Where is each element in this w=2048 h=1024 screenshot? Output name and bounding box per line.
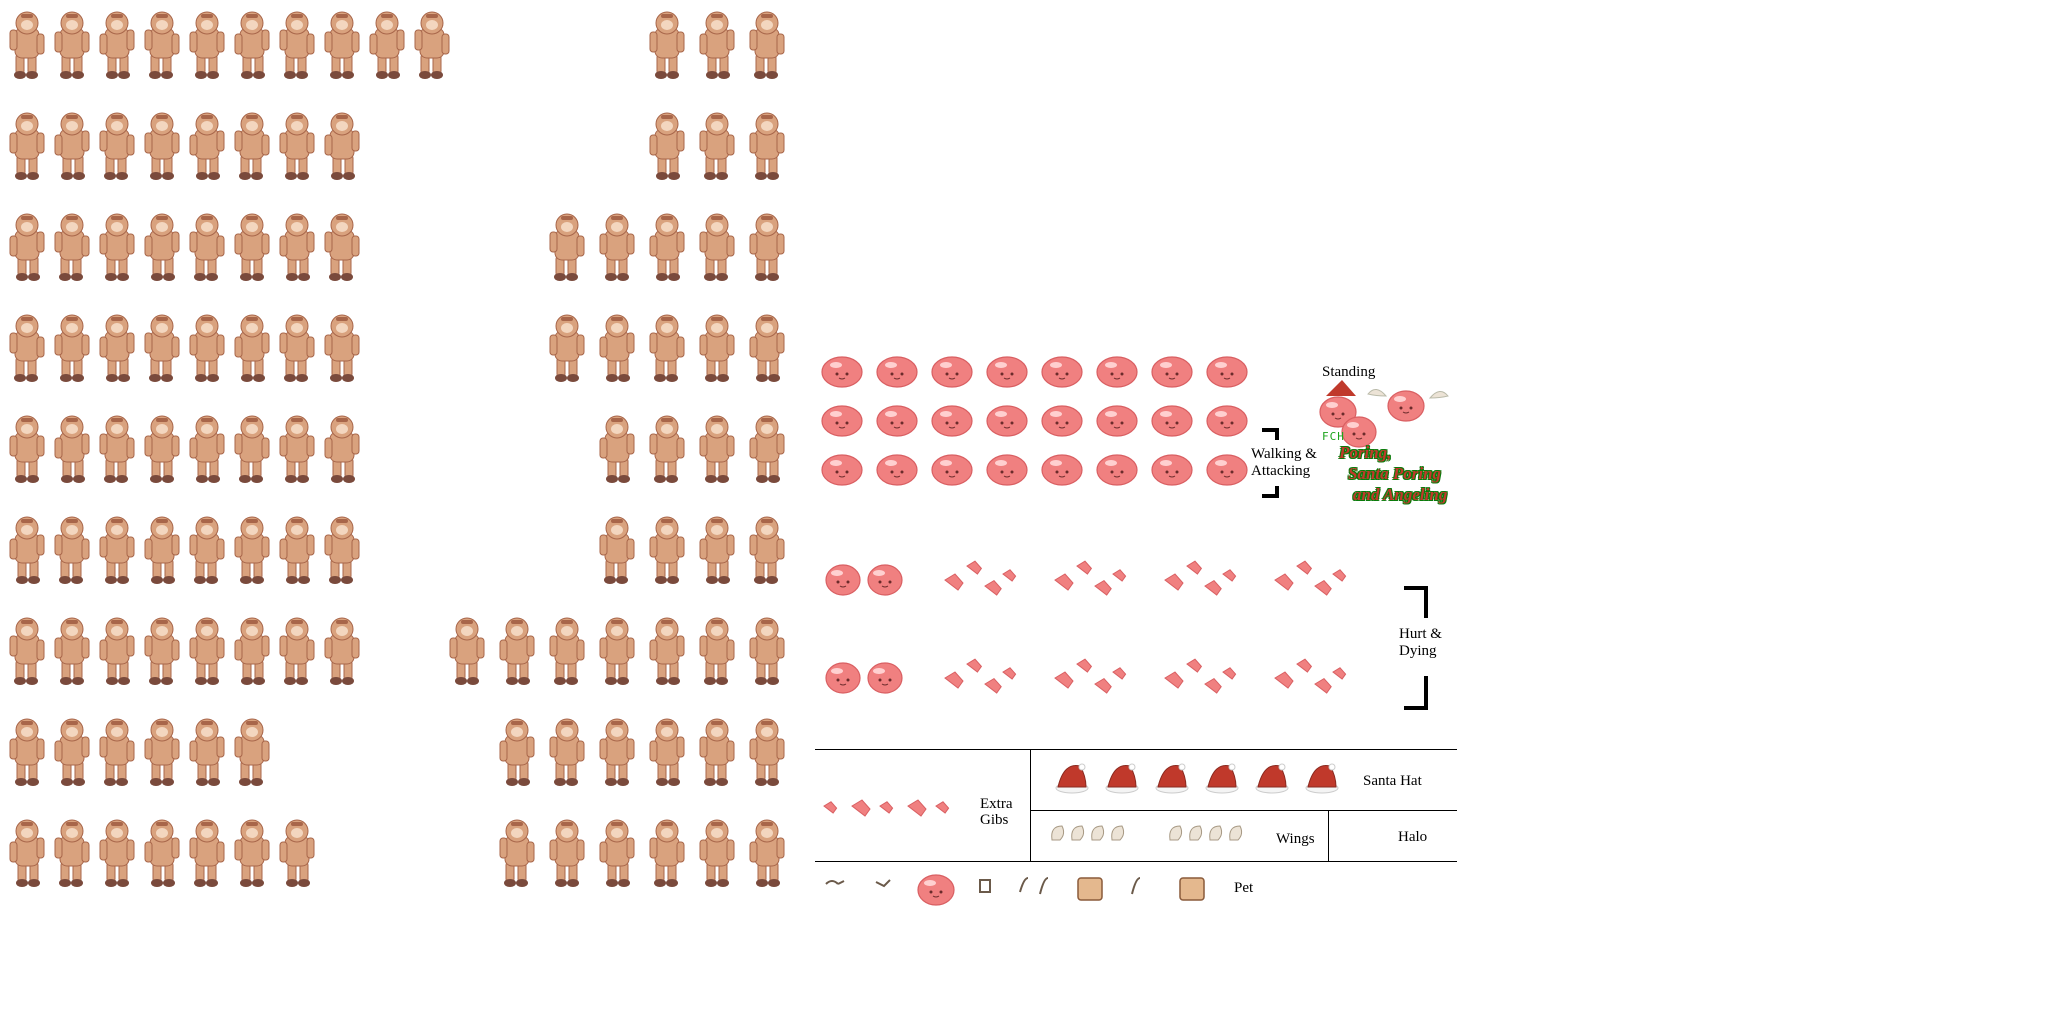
character-sprite-r2-l4 bbox=[145, 113, 179, 180]
pet-item-5 bbox=[1040, 878, 1048, 894]
character-sprite-r3-rt4 bbox=[700, 214, 734, 281]
character-sprite-r3-rt3 bbox=[650, 214, 684, 281]
character-sprite-r9-l7 bbox=[280, 820, 314, 887]
character-sprite-r1-l4 bbox=[145, 12, 179, 79]
wing-sprite-5 bbox=[1170, 826, 1182, 840]
poring-sprite-r1-3 bbox=[932, 357, 972, 387]
extra-gibs-label-line1: Extra bbox=[980, 796, 1013, 812]
santa-hat-label: Santa Hat bbox=[1363, 773, 1422, 789]
pet-item-1 bbox=[826, 881, 844, 884]
poring-sprite-r2-5 bbox=[1042, 406, 1082, 436]
hurt-label-line1: Hurt & bbox=[1399, 626, 1442, 642]
character-sprite-r8-rt2 bbox=[550, 719, 584, 786]
character-sprite-r4-l7 bbox=[280, 315, 314, 382]
character-sprite-r2-l5 bbox=[190, 113, 224, 180]
character-sprite-r9-l2 bbox=[55, 820, 89, 887]
character-sprite-r5-l3 bbox=[100, 416, 134, 483]
character-sprite-r9-rt1 bbox=[500, 820, 534, 887]
wing-sprite-6 bbox=[1190, 826, 1202, 840]
character-sprite-r6-l7 bbox=[280, 517, 314, 584]
extra-gibs-label-line2: Gibs bbox=[980, 812, 1009, 828]
hurt-bracket-top bbox=[1404, 586, 1428, 618]
character-sprite-r9-l6 bbox=[235, 820, 269, 887]
hurt-poring-r1-2 bbox=[868, 565, 902, 595]
character-sprite-r6-rt4 bbox=[750, 517, 784, 584]
character-sprite-r7-l5 bbox=[190, 618, 224, 685]
character-sprite-r6-l4 bbox=[145, 517, 179, 584]
character-sprite-r5-l8 bbox=[325, 416, 359, 483]
credit-line3: and Angeling bbox=[1353, 485, 1448, 504]
character-sprite-r4-rt1 bbox=[550, 315, 584, 382]
walking-bracket-top bbox=[1262, 428, 1279, 440]
character-sprite-r9-l3 bbox=[100, 820, 134, 887]
character-sprite-r6-l3 bbox=[100, 517, 134, 584]
character-sprite-r7-l2 bbox=[55, 618, 89, 685]
character-sprite-r6-l5 bbox=[190, 517, 224, 584]
character-sprite-r8-rt1 bbox=[500, 719, 534, 786]
gib-r1-g1a bbox=[945, 574, 963, 590]
character-sprite-r6-rt3 bbox=[700, 517, 734, 584]
character-sprite-r5-l5 bbox=[190, 416, 224, 483]
gib-r2-g4b bbox=[1297, 659, 1311, 672]
poring-sprite-r2-6 bbox=[1097, 406, 1137, 436]
character-sprite-r3-l4 bbox=[145, 214, 179, 281]
character-sprite-r2-l6 bbox=[235, 113, 269, 180]
pet-label: Pet bbox=[1234, 880, 1254, 896]
pet-poring-face bbox=[918, 875, 954, 905]
character-sprite-r5-rt3 bbox=[700, 416, 734, 483]
gib-r2-g3b bbox=[1187, 659, 1201, 672]
pet-box-1 bbox=[1078, 878, 1102, 900]
santa-hat-sprite-3 bbox=[1156, 764, 1188, 793]
gib-r2-g2b bbox=[1077, 659, 1091, 672]
character-sprite-r5-l7 bbox=[280, 416, 314, 483]
character-sprite-r3-rt1 bbox=[550, 214, 584, 281]
gib-r2-g1b bbox=[967, 659, 981, 672]
gib-r1-g2a bbox=[1055, 574, 1073, 590]
poring-sprite-r3-4 bbox=[987, 455, 1027, 485]
gib-r1-g1d bbox=[1003, 570, 1016, 581]
character-sprite-r2-rt3 bbox=[750, 113, 784, 180]
gib-r2-g3a bbox=[1165, 672, 1183, 688]
gib-r1-g2d bbox=[1113, 570, 1126, 581]
character-sprite-r3-l5 bbox=[190, 214, 224, 281]
gib-r2-g1d bbox=[1003, 668, 1016, 679]
character-sprite-r9-rt3 bbox=[600, 820, 634, 887]
pet-box-2 bbox=[1180, 878, 1204, 900]
character-sprite-r8-rt3 bbox=[600, 719, 634, 786]
character-sprite-r4-l6 bbox=[235, 315, 269, 382]
character-sprite-r3-l1 bbox=[10, 214, 44, 281]
character-sprite-r4-rt5 bbox=[750, 315, 784, 382]
character-sprite-r7-l1 bbox=[10, 618, 44, 685]
character-sprite-r4-l4 bbox=[145, 315, 179, 382]
extras-top-line bbox=[815, 749, 1457, 750]
character-sprite-r2-l2 bbox=[55, 113, 89, 180]
poring-sprite-r3-3 bbox=[932, 455, 972, 485]
hurt-label-line2: Dying bbox=[1399, 643, 1437, 659]
character-sprite-r7-rt4 bbox=[600, 618, 634, 685]
character-sprite-r4-rt4 bbox=[700, 315, 734, 382]
character-sprite-r7-rt1 bbox=[450, 618, 484, 685]
halo-label: Halo bbox=[1398, 829, 1428, 845]
character-sprite-r4-l5 bbox=[190, 315, 224, 382]
extras-middle-line bbox=[1030, 810, 1457, 811]
santa-hat-sprite-5 bbox=[1256, 764, 1288, 793]
wings-label: Wings bbox=[1276, 831, 1315, 847]
extra-gib-2 bbox=[852, 800, 870, 816]
character-sprite-r4-rt2 bbox=[600, 315, 634, 382]
santa-hat-sprite-4 bbox=[1206, 764, 1238, 793]
character-sprite-r5-l4 bbox=[145, 416, 179, 483]
character-sprite-r1-l6 bbox=[235, 12, 269, 79]
character-sprite-r1-l9 bbox=[370, 12, 404, 79]
gib-r1-g3d bbox=[1223, 570, 1236, 581]
poring-sprite-r3-1 bbox=[822, 455, 862, 485]
character-sprite-r2-rt1 bbox=[650, 113, 684, 180]
extras-bottom-line bbox=[815, 861, 1457, 862]
character-sprite-r3-rt2 bbox=[600, 214, 634, 281]
character-sprite-r2-l7 bbox=[280, 113, 314, 180]
poring-sprite-r3-6 bbox=[1097, 455, 1137, 485]
character-sprite-r6-rt1 bbox=[600, 517, 634, 584]
character-sprite-r2-l8 bbox=[325, 113, 359, 180]
character-sprite-r8-l5 bbox=[190, 719, 224, 786]
character-sprite-r6-l2 bbox=[55, 517, 89, 584]
poring-sprite-r1-6 bbox=[1097, 357, 1137, 387]
character-sprite-r6-l6 bbox=[235, 517, 269, 584]
gib-r1-g2b bbox=[1077, 561, 1091, 574]
poring-sprite-r1-4 bbox=[987, 357, 1027, 387]
santa-hat-sprite-1 bbox=[1056, 764, 1088, 793]
character-sprite-r1-l5 bbox=[190, 12, 224, 79]
extras-divider-left bbox=[1030, 749, 1031, 862]
poring-sprite-r2-1 bbox=[822, 406, 862, 436]
character-sprite-r4-l1 bbox=[10, 315, 44, 382]
gib-r2-g3c bbox=[1205, 679, 1221, 693]
santa-hat-sprite-2 bbox=[1106, 764, 1138, 793]
hurt-poring-r2-1 bbox=[826, 663, 860, 693]
character-sprite-r3-l2 bbox=[55, 214, 89, 281]
poring-sprite-r3-7 bbox=[1152, 455, 1192, 485]
character-sprite-r7-l6 bbox=[235, 618, 269, 685]
gib-r1-g3b bbox=[1187, 561, 1201, 574]
credit-tag: FCH bbox=[1322, 430, 1345, 443]
character-sprite-r5-rt1 bbox=[600, 416, 634, 483]
wing-sprite-3 bbox=[1092, 826, 1104, 840]
gib-r2-g2d bbox=[1113, 668, 1126, 679]
character-sprite-r1-rt3 bbox=[750, 12, 784, 79]
poring-sprite-r3-8 bbox=[1207, 455, 1247, 485]
pet-item-6 bbox=[1132, 878, 1140, 894]
character-sprite-r6-l1 bbox=[10, 517, 44, 584]
character-sprite-r5-l1 bbox=[10, 416, 44, 483]
character-sprite-r8-rt5 bbox=[700, 719, 734, 786]
character-sprite-r4-l2 bbox=[55, 315, 89, 382]
character-sprite-r6-l8 bbox=[325, 517, 359, 584]
hurt-poring-r2-2 bbox=[868, 663, 902, 693]
character-sprite-r2-l1 bbox=[10, 113, 44, 180]
character-sprite-r7-l4 bbox=[145, 618, 179, 685]
poring-sprite-r1-1 bbox=[822, 357, 862, 387]
character-sprite-r1-l10 bbox=[415, 12, 449, 79]
gib-r1-g2c bbox=[1095, 581, 1111, 595]
extra-gib-3 bbox=[880, 802, 893, 813]
poring-sprite-r2-4 bbox=[987, 406, 1027, 436]
walking-label-line2: Attacking bbox=[1251, 463, 1311, 479]
poring-sprite-r2-7 bbox=[1152, 406, 1192, 436]
character-sprite-r1-l2 bbox=[55, 12, 89, 79]
gib-r2-g2c bbox=[1095, 679, 1111, 693]
character-sprite-r8-l6 bbox=[235, 719, 269, 786]
poring-sprite-r1-7 bbox=[1152, 357, 1192, 387]
gib-r1-g4b bbox=[1297, 561, 1311, 574]
character-sprite-r7-rt7 bbox=[750, 618, 784, 685]
character-sprite-r9-l5 bbox=[190, 820, 224, 887]
walking-bracket-bottom bbox=[1262, 486, 1279, 498]
gib-r1-g3a bbox=[1165, 574, 1183, 590]
character-sprite-r3-l8 bbox=[325, 214, 359, 281]
character-sprite-r1-l7 bbox=[280, 12, 314, 79]
angeling-preview bbox=[1388, 391, 1424, 421]
character-sprite-r7-rt3 bbox=[550, 618, 584, 685]
gib-r2-g4d bbox=[1333, 668, 1346, 679]
wing-sprite-7 bbox=[1210, 826, 1222, 840]
hurt-poring-r1-1 bbox=[826, 565, 860, 595]
hurt-bracket-bottom bbox=[1404, 676, 1428, 710]
gib-r1-g4a bbox=[1275, 574, 1293, 590]
angeling-wing-left bbox=[1368, 389, 1386, 396]
character-sprite-r3-l7 bbox=[280, 214, 314, 281]
character-sprite-r4-l8 bbox=[325, 315, 359, 382]
gib-r1-g4d bbox=[1333, 570, 1346, 581]
poring-sprite-r2-3 bbox=[932, 406, 972, 436]
character-sprite-r5-l2 bbox=[55, 416, 89, 483]
character-sprite-r7-rt6 bbox=[700, 618, 734, 685]
extras-divider-right bbox=[1328, 811, 1329, 862]
santa-poring-hat bbox=[1326, 380, 1356, 396]
angeling-wing-right bbox=[1430, 391, 1448, 398]
character-sprite-r1-l1 bbox=[10, 12, 44, 79]
character-sprite-r2-rt2 bbox=[700, 113, 734, 180]
character-sprite-r7-l8 bbox=[325, 618, 359, 685]
pet-item-2 bbox=[876, 880, 890, 886]
character-sprite-r1-rt2 bbox=[700, 12, 734, 79]
character-sprite-r8-rt4 bbox=[650, 719, 684, 786]
character-sprite-r8-l3 bbox=[100, 719, 134, 786]
character-sprite-r6-rt2 bbox=[650, 517, 684, 584]
extra-gib-4 bbox=[908, 800, 926, 816]
character-sprite-r8-l4 bbox=[145, 719, 179, 786]
character-sprite-r1-l3 bbox=[100, 12, 134, 79]
extra-gib-5 bbox=[936, 802, 949, 813]
credit-line1: Poring, bbox=[1339, 443, 1392, 462]
gib-r1-g3c bbox=[1205, 581, 1221, 595]
walking-label-line1: Walking & bbox=[1251, 446, 1317, 462]
gib-r2-g1a bbox=[945, 672, 963, 688]
character-sprite-r8-rt6 bbox=[750, 719, 784, 786]
character-sprite-r5-rt4 bbox=[750, 416, 784, 483]
poring-sprite-r2-2 bbox=[877, 406, 917, 436]
gib-r1-g4c bbox=[1315, 581, 1331, 595]
poring-sprite-r2-8 bbox=[1207, 406, 1247, 436]
character-sprite-r8-l2 bbox=[55, 719, 89, 786]
character-sprite-r5-l6 bbox=[235, 416, 269, 483]
extra-gib-1 bbox=[824, 802, 837, 813]
wing-sprite-4 bbox=[1112, 826, 1124, 840]
credit-line2: Santa Poring bbox=[1348, 464, 1442, 483]
poring-sprite-r1-8 bbox=[1207, 357, 1247, 387]
gib-r2-g1c bbox=[985, 679, 1001, 693]
character-sprite-r7-rt5 bbox=[650, 618, 684, 685]
poring-sprite-r1-2 bbox=[877, 357, 917, 387]
character-sprite-r4-l3 bbox=[100, 315, 134, 382]
character-sprite-r9-rt5 bbox=[700, 820, 734, 887]
character-sprite-r2-l3 bbox=[100, 113, 134, 180]
pet-item-3 bbox=[980, 880, 990, 892]
character-sprite-r9-rt2 bbox=[550, 820, 584, 887]
santa-hat-sprite-6 bbox=[1306, 764, 1338, 793]
character-sprite-r3-rt5 bbox=[750, 214, 784, 281]
gib-r2-g3d bbox=[1223, 668, 1236, 679]
character-sprite-r4-rt3 bbox=[650, 315, 684, 382]
character-sprite-r8-l1 bbox=[10, 719, 44, 786]
gib-r2-g4c bbox=[1315, 679, 1331, 693]
gib-r2-g2a bbox=[1055, 672, 1073, 688]
gib-r1-g1c bbox=[985, 581, 1001, 595]
character-sprite-r1-rt1 bbox=[650, 12, 684, 79]
character-sprite-r7-l7 bbox=[280, 618, 314, 685]
character-sprite-r7-l3 bbox=[100, 618, 134, 685]
character-sprite-r9-l1 bbox=[10, 820, 44, 887]
gib-r1-g1b bbox=[967, 561, 981, 574]
character-sprite-r5-rt2 bbox=[650, 416, 684, 483]
character-sprite-r9-rt6 bbox=[750, 820, 784, 887]
wing-sprite-1 bbox=[1052, 826, 1064, 840]
character-sprite-r3-l3 bbox=[100, 214, 134, 281]
gib-r2-g4a bbox=[1275, 672, 1293, 688]
poring-sprite-r3-5 bbox=[1042, 455, 1082, 485]
pet-item-4 bbox=[1020, 878, 1028, 892]
character-sprite-r1-l8 bbox=[325, 12, 359, 79]
wing-sprite-8 bbox=[1230, 826, 1242, 840]
character-sprite-r9-l4 bbox=[145, 820, 179, 887]
standing-label: Standing bbox=[1322, 364, 1376, 380]
poring-sprite-r1-5 bbox=[1042, 357, 1082, 387]
poring-sprite-r3-2 bbox=[877, 455, 917, 485]
character-sprite-r3-l6 bbox=[235, 214, 269, 281]
wing-sprite-2 bbox=[1072, 826, 1084, 840]
character-sprite-r9-rt4 bbox=[650, 820, 684, 887]
character-sprite-r7-rt2 bbox=[500, 618, 534, 685]
